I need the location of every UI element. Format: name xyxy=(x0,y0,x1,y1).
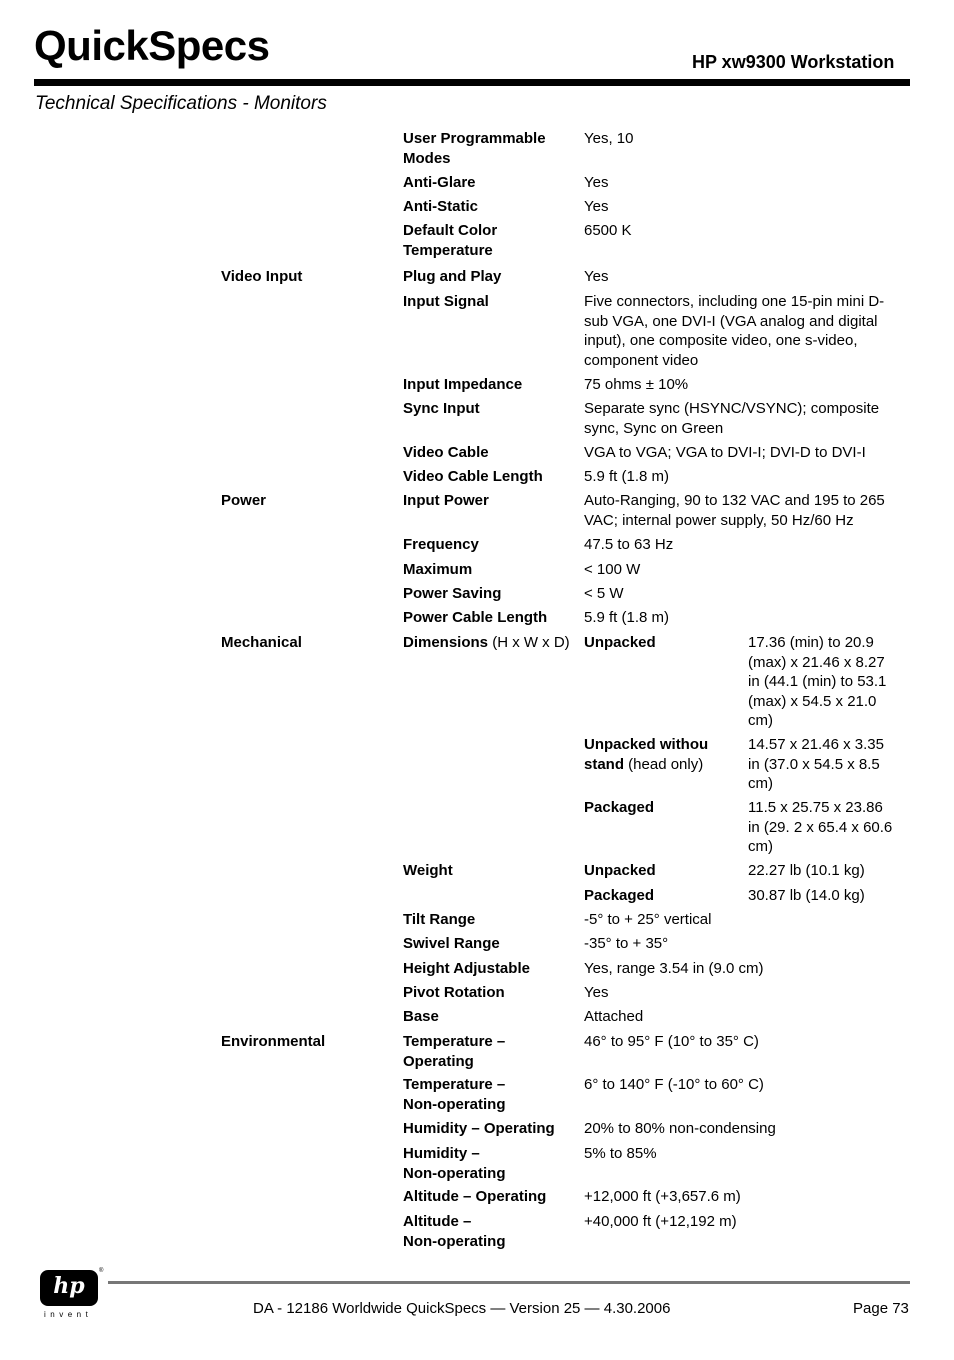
cell-text: Operating xyxy=(403,1052,474,1070)
cell-text: Yes, range 3.54 in (9.0 cm) xyxy=(584,960,764,977)
section-title: Technical Specifications - Monitors xyxy=(35,93,327,114)
cell-text: Altitude – xyxy=(403,1213,472,1230)
cell-text: Non-operating xyxy=(403,1095,506,1113)
cell-text: Power Cable Length xyxy=(403,609,548,626)
spec-value-cell xyxy=(584,983,608,1003)
cell-text: Yes xyxy=(584,984,609,1001)
spec-name-cell xyxy=(403,197,478,217)
cell-text: 17.36 (min) to 20.9 xyxy=(748,634,874,651)
spec-value-cell xyxy=(584,1032,759,1052)
spec-value-cell xyxy=(584,535,673,555)
spec-value-cell xyxy=(584,1212,737,1232)
cell-text: Temperature – xyxy=(403,1033,506,1050)
cell-text: in (29. 2 x 65.4 x 60.6 xyxy=(748,818,893,836)
spec-name-cell xyxy=(403,633,570,653)
cell-text: Mechanical xyxy=(221,634,302,651)
cell-text: cm) xyxy=(748,712,773,729)
page-number: Page 73 xyxy=(853,1300,909,1317)
spec-name-cell xyxy=(403,983,505,1003)
cell-text: sync, Sync on Green xyxy=(584,419,724,437)
cell-text: Separate sync (HSYNC/VSYNC); composite xyxy=(584,400,880,417)
spec-value-cell xyxy=(584,633,656,653)
cell-text: VAC; internal power supply, 50 Hz/60 Hz xyxy=(584,511,854,529)
cell-text: Non-operating xyxy=(403,1164,506,1182)
spec-name-cell xyxy=(403,129,546,168)
spec-name-cell xyxy=(403,173,476,193)
footer-doc-info: DA - 12186 Worldwide QuickSpecs — Version 25 — 4.30.2006 xyxy=(253,1300,671,1317)
cell-text: sub VGA, one DVI-I (VGA analog and digital xyxy=(584,312,878,330)
cell-text: Base xyxy=(403,1008,439,1025)
spec-value-cell xyxy=(584,1119,776,1139)
cell-text: Unpacked withou xyxy=(584,736,709,753)
cell-text: stand xyxy=(584,755,625,773)
cell-text: 5.9 ft (1.8 m) xyxy=(584,609,670,626)
cell-text: Temperature xyxy=(403,241,493,259)
cell-text: input), one composite video, one s-video, xyxy=(584,332,858,349)
cell-text: Yes, 10 xyxy=(584,130,634,147)
spec-value-cell xyxy=(584,375,688,395)
cell-text: cm) xyxy=(748,838,773,855)
cell-text: +12,000 ft (+3,657.6 m) xyxy=(584,1188,741,1205)
cell-text: Packaged xyxy=(584,799,655,816)
spec-detail-cell xyxy=(748,861,865,881)
spec-name-cell xyxy=(403,584,501,604)
spec-value-cell xyxy=(584,959,764,979)
cell-text: Default Color xyxy=(403,222,498,239)
spec-value-cell xyxy=(584,1144,657,1164)
cell-text: Pivot Rotation xyxy=(403,984,505,1001)
product-name: HP xw9300 Workstation xyxy=(692,52,895,72)
cell-text: Attached xyxy=(584,1008,644,1025)
cell-text: Frequency xyxy=(403,536,479,553)
spec-name-cell xyxy=(403,491,489,511)
spec-value-cell xyxy=(584,861,656,881)
cell-text: 5.9 ft (1.8 m) xyxy=(584,468,670,485)
spec-value-cell xyxy=(584,886,654,906)
cell-text: Video Cable Length xyxy=(403,468,543,485)
cell-text: Dimensions xyxy=(403,634,489,651)
spec-name-cell xyxy=(403,467,543,487)
spec-value-cell xyxy=(584,129,634,149)
spec-detail-cell xyxy=(748,735,884,794)
cell-text: 22.27 lb (10.1 kg) xyxy=(748,862,865,879)
spec-value-cell xyxy=(584,467,669,487)
cell-text: Humidity – xyxy=(403,1145,480,1162)
cell-text: Temperature – xyxy=(403,1076,506,1093)
spec-name-cell xyxy=(403,1119,555,1139)
cell-suffix: (H x W x D) xyxy=(488,634,570,651)
cell-text: Humidity – Operating xyxy=(403,1120,555,1137)
cell-text: 6500 K xyxy=(584,222,632,239)
spec-value-cell xyxy=(584,491,885,530)
cell-text: 30.87 lb (14.0 kg) xyxy=(748,887,865,904)
cell-text: component video xyxy=(584,351,699,369)
cell-text: 6° to 140° F (-10° to 60° C) xyxy=(584,1076,764,1093)
cell-text: Height Adjustable xyxy=(403,960,530,977)
spec-value-cell xyxy=(584,798,654,818)
cell-text: Five connectors, including one 15-pin mini D- xyxy=(584,293,885,310)
spec-name-cell xyxy=(403,1007,439,1027)
cell-text: Input Impedance xyxy=(403,376,523,393)
spec-name-cell xyxy=(403,1075,506,1114)
cell-text: -5° to + 25° vertical xyxy=(584,911,712,928)
spec-value-cell xyxy=(584,443,866,463)
brand-title: QuickSpecs xyxy=(34,22,270,69)
cell-text: Maximum xyxy=(403,561,473,578)
cell-text: Sync Input xyxy=(403,400,480,417)
cell-text: VGA to VGA; VGA to DVI-I; DVI-D to DVI-I xyxy=(584,444,866,461)
spec-detail-cell xyxy=(748,633,886,731)
spec-name-cell xyxy=(403,221,497,260)
registered-mark: ® xyxy=(99,1268,104,1274)
cell-text: Plug and Play xyxy=(403,268,502,285)
category-cell xyxy=(221,633,302,653)
spec-value-cell xyxy=(584,1007,643,1027)
spec-value-cell xyxy=(584,173,608,193)
cell-text: -35° to + 35° xyxy=(584,935,669,952)
spec-detail-cell xyxy=(748,886,865,906)
cell-text: 75 ohms ± 10% xyxy=(584,376,689,393)
cell-text: Altitude – Operating xyxy=(403,1188,547,1205)
cell-text: Input Power xyxy=(403,492,489,509)
spec-name-cell xyxy=(403,861,453,881)
cell-text: Anti-Static xyxy=(403,198,478,215)
spec-detail-cell xyxy=(748,798,892,857)
spec-name-cell xyxy=(403,267,501,287)
spec-value-cell xyxy=(584,399,879,438)
spec-name-cell xyxy=(403,1032,505,1071)
spec-value-cell xyxy=(584,221,632,241)
spec-name-cell xyxy=(403,375,522,395)
spec-value-cell xyxy=(584,267,608,287)
logo-tagline: invent xyxy=(44,1310,93,1319)
cell-text: Tilt Range xyxy=(403,911,476,928)
cell-text: Weight xyxy=(403,862,453,879)
hp-logo-icon xyxy=(40,1270,98,1306)
cell-text: Video Input xyxy=(221,268,303,285)
spec-name-cell xyxy=(403,1212,506,1251)
spec-name-cell xyxy=(403,959,530,979)
spec-name-cell xyxy=(403,910,475,930)
cell-text: Video Cable xyxy=(403,444,489,461)
cell-text: Auto-Ranging, 90 to 132 VAC and 195 to 265 xyxy=(584,492,885,509)
cell-text: Input Signal xyxy=(403,293,489,310)
cell-text: Packaged xyxy=(584,887,655,904)
cell-text: Swivel Range xyxy=(403,935,500,952)
spec-name-cell xyxy=(403,1144,506,1183)
cell-text: cm) xyxy=(748,775,773,792)
cell-text: 5% to 85% xyxy=(584,1145,657,1162)
category-cell xyxy=(221,491,266,511)
cell-text: in (37.0 x 54.5 x 8.5 xyxy=(748,755,880,773)
spec-name-cell xyxy=(403,560,472,580)
cell-text: Anti-Glare xyxy=(403,174,476,191)
cell-text: in (44.1 (min) to 53.1 xyxy=(748,673,887,690)
spec-value-cell xyxy=(584,1075,764,1095)
cell-text: Unpacked xyxy=(584,862,656,879)
spec-name-cell xyxy=(403,934,500,954)
spec-name-cell xyxy=(403,1187,546,1207)
cell-text: Non-operating xyxy=(403,1232,506,1250)
spec-value-cell xyxy=(584,1187,741,1207)
cell-text: 14.57 x 21.46 x 3.35 xyxy=(748,736,884,753)
cell-text: Yes xyxy=(584,174,609,191)
spec-name-cell xyxy=(403,608,547,628)
spec-name-cell xyxy=(403,535,479,555)
cell-text: Unpacked xyxy=(584,634,656,651)
logo-text: hp xyxy=(53,1273,85,1299)
cell-text: Power Saving xyxy=(403,585,502,602)
cell-text: 11.5 x 25.75 x 23.86 xyxy=(748,799,883,816)
cell-text: 20% to 80% non-condensing xyxy=(584,1120,776,1137)
cell-text: Modes xyxy=(403,149,451,167)
spec-value-cell xyxy=(584,197,608,217)
spec-value-cell xyxy=(584,560,640,580)
cell-text: Yes xyxy=(584,198,609,215)
cell-text: Environmental xyxy=(221,1033,326,1050)
spec-name-cell xyxy=(403,443,489,463)
cell-text: 47.5 to 63 Hz xyxy=(584,536,674,553)
spec-name-cell xyxy=(403,399,480,419)
category-cell xyxy=(221,1032,325,1052)
cell-text: Power xyxy=(221,492,267,509)
cell-text: (max) x 54.5 x 21.0 xyxy=(748,692,877,710)
spec-value-cell xyxy=(584,608,669,628)
spec-value-cell xyxy=(584,934,668,954)
cell-suffix: (head only) xyxy=(624,755,704,773)
cell-text: (max) x 21.46 x 8.27 xyxy=(748,653,885,671)
spec-value-cell xyxy=(584,584,624,604)
spec-name-cell xyxy=(403,292,489,312)
footer-rule xyxy=(108,1281,910,1284)
spec-value-cell xyxy=(584,735,708,774)
cell-text: < 100 W xyxy=(584,561,641,578)
header-rule xyxy=(34,79,910,86)
category-cell xyxy=(221,267,302,287)
cell-text: Yes xyxy=(584,268,609,285)
spec-value-cell xyxy=(584,292,884,370)
cell-text: 46° to 95° F (10° to 35° C) xyxy=(584,1033,759,1050)
cell-text: +40,000 ft (+12,192 m) xyxy=(584,1213,737,1230)
spec-value-cell xyxy=(584,910,711,930)
cell-text: < 5 W xyxy=(584,585,624,602)
cell-text: User Programmable xyxy=(403,130,546,147)
